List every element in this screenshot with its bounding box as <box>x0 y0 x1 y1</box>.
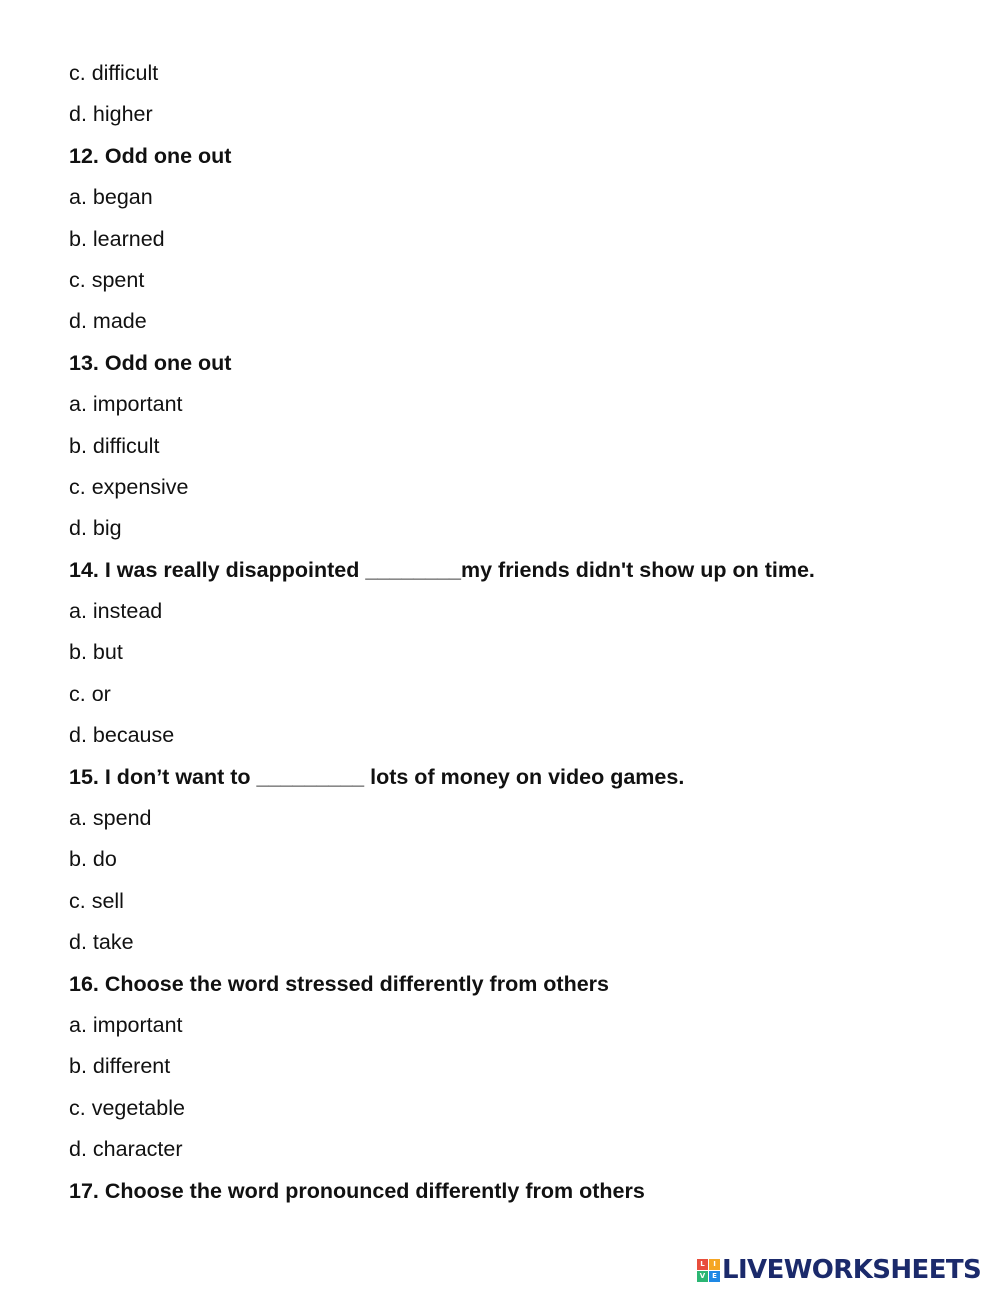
answer-option: a. began <box>69 185 153 210</box>
answer-option: c. sell <box>69 888 124 913</box>
logo-mark-icon <box>697 1259 720 1282</box>
answer-option: d. higher <box>69 102 153 127</box>
answer-option: c. spent <box>69 267 145 292</box>
answer-option: d. character <box>69 1137 183 1162</box>
logo-block: V <box>697 1271 708 1282</box>
question-text: 12. Odd one out <box>69 143 232 168</box>
answer-option: a. important <box>69 1012 183 1037</box>
answer-option: c. expensive <box>69 474 189 499</box>
question-text: 14. I was really disappointed ________my friends didn't show up on time. <box>69 557 815 582</box>
liveworksheets-logo <box>697 1252 981 1288</box>
logo-text: LIVEWORKSHEETS <box>722 1255 982 1285</box>
answer-option: b. do <box>69 847 117 872</box>
logo-block: I <box>709 1259 720 1270</box>
question-text: 13. Odd one out <box>69 350 232 375</box>
answer-option: b. but <box>69 640 123 665</box>
answer-option: c. vegetable <box>69 1095 185 1120</box>
answer-option: c. or <box>69 681 111 706</box>
question-text: 15. I don’t want to _________ lots of money on video games. <box>69 764 685 789</box>
answer-option: d. made <box>69 309 147 334</box>
answer-option: b. learned <box>69 226 165 251</box>
answer-option: d. because <box>69 723 175 748</box>
answer-option: b. difficult <box>69 433 160 458</box>
answer-option: c. difficult <box>69 61 159 85</box>
answer-option: d. take <box>69 930 134 955</box>
answer-option: a. instead <box>69 599 163 624</box>
answer-option: a. important <box>69 392 183 417</box>
answer-option: a. spend <box>69 806 152 831</box>
answer-option: d. big <box>69 516 122 541</box>
logo-block: L <box>697 1259 708 1270</box>
worksheet-content <box>69 58 969 1217</box>
logo-block: E <box>709 1271 720 1282</box>
answer-option: b. different <box>69 1054 171 1079</box>
question-text: 16. Choose the word stressed differently from others <box>69 971 610 996</box>
question-text: 17. Choose the word pronounced differently from others <box>69 1178 645 1203</box>
